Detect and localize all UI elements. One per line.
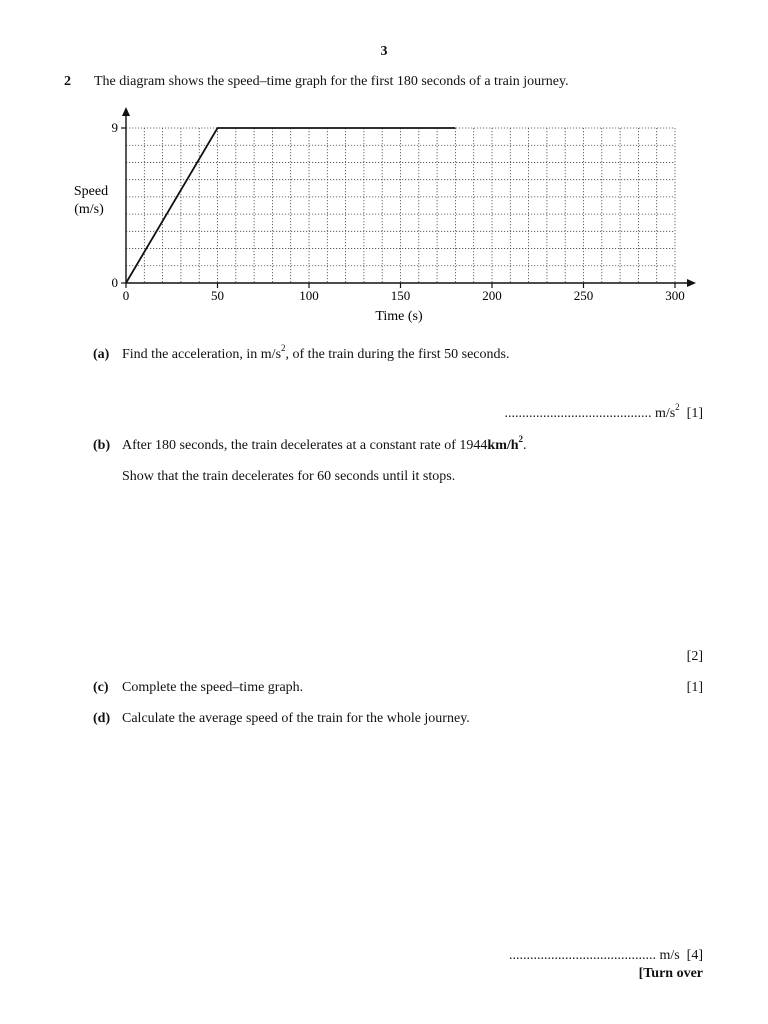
part-d-marks: [4] — [686, 948, 703, 963]
x-tick-label: 300 — [665, 288, 685, 303]
x-tick-label: 100 — [299, 288, 319, 303]
part-b-marks: [2] — [686, 649, 703, 664]
turn-over-footer: [Turn over — [638, 966, 703, 981]
speed-time-graph — [0, 95, 768, 435]
part-b-text: After 180 seconds, the train decelerates at a constant rate of $1944km/h^2$. — [122, 434, 527, 453]
part-a-text: Find the acceleration, in $m/s^2$, of the train during the first 50 seconds. — [122, 343, 510, 362]
x-tick-label: 50 — [211, 288, 224, 303]
y-axis-label-line2: (m/s) — [74, 202, 104, 217]
y-tick-label: 9 — [111, 120, 118, 135]
x-tick-label: 150 — [390, 288, 411, 303]
y-axis-arrow-icon — [122, 107, 130, 116]
part-d-label: (d) — [93, 711, 111, 726]
tick-labels — [112, 120, 685, 303]
x-tick-label: 0 — [122, 288, 130, 303]
part-c-text: Complete the speed–time graph. — [122, 680, 304, 695]
part-d-unit: m/s — [659, 948, 680, 963]
part-d-answer-line[interactable] — [509, 948, 703, 964]
page-number: 3 — [380, 44, 388, 59]
part-a-answer-line[interactable] — [504, 402, 703, 422]
part-a-unit: $m/s^2$ — [654, 402, 680, 421]
part-c-label: (c) — [93, 680, 109, 695]
part-a-label: (a) — [93, 347, 110, 362]
question-text: The diagram shows the speed–time graph for the first 180 seconds of a train journey. — [94, 74, 569, 89]
part-a-marks: [1] — [686, 406, 703, 421]
grid — [126, 128, 675, 283]
speed-line — [126, 128, 455, 283]
part-d-text: Calculate the average speed of the train for the whole journey. — [122, 711, 470, 726]
part-a-answer-dots: .......................................... — [504, 406, 652, 421]
part-c-marks: [1] — [686, 680, 703, 695]
y-tick-label: 0 — [111, 275, 118, 290]
data-series — [126, 128, 455, 283]
x-tick-label: 200 — [482, 288, 502, 303]
y-axis-label-line1: Speed — [73, 184, 109, 199]
x-tick-label: 250 — [573, 288, 594, 303]
part-b-line2: Show that the train decelerates for 60 seconds until it stops. — [122, 469, 456, 484]
part-d-answer-dots: .......................................... — [508, 948, 656, 963]
x-axis-label: Time (s) — [375, 309, 423, 324]
x-axis-arrow-icon — [687, 279, 696, 287]
part-b-label: (b) — [93, 438, 111, 453]
question-number: 2 — [64, 74, 71, 89]
